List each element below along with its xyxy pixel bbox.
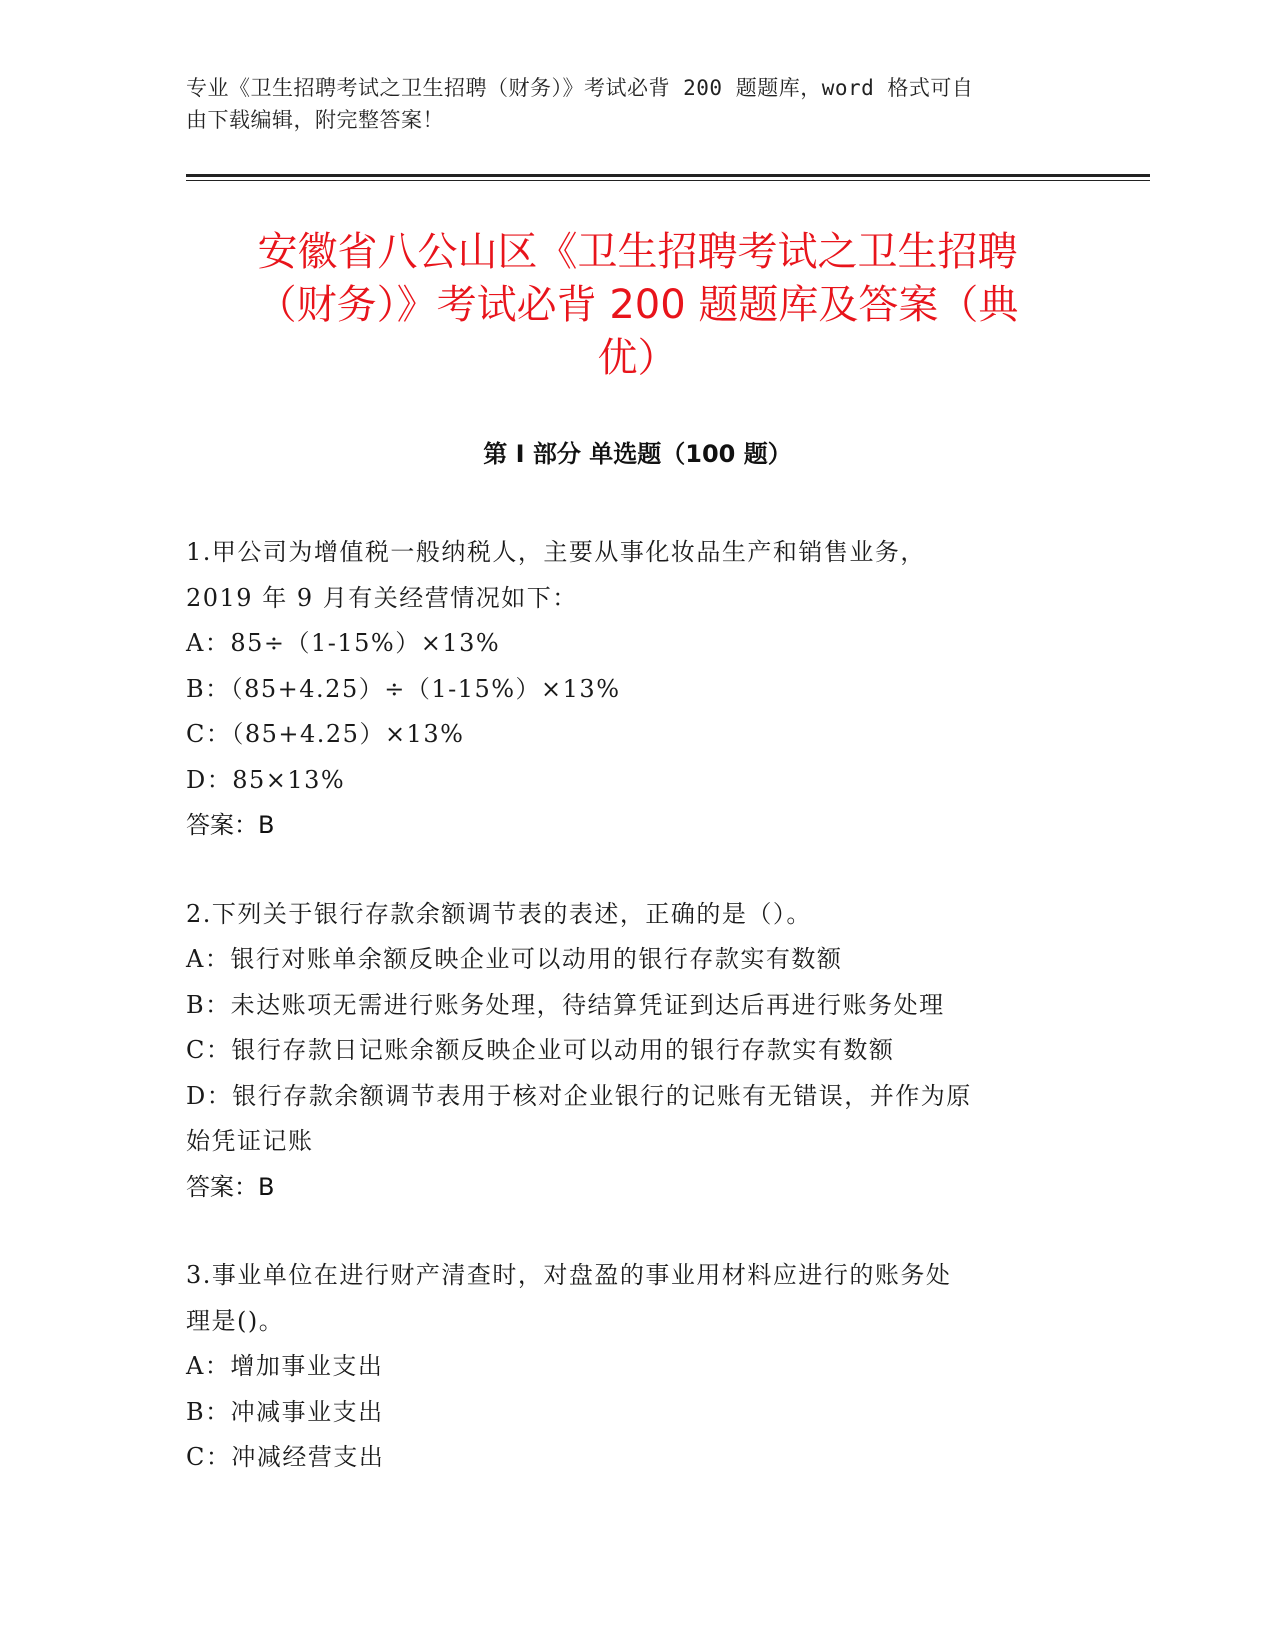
header-note	[186, 72, 1086, 136]
option-c: C：（85+4.25）×13%	[186, 720, 465, 748]
question-1	[186, 530, 1086, 849]
question-stem: 1.甲公司为增值税一般纳税人，主要从事化妆品生产和销售业务，	[186, 538, 926, 566]
question-3	[186, 1253, 1086, 1481]
option-c: C：冲减经营支出	[186, 1443, 385, 1471]
option-a: A：增加事业支出	[186, 1352, 384, 1380]
title-line-3: 优）	[597, 335, 678, 381]
question-stem: 3.事业单位在进行财产清查时，对盘盈的事业用材料应进行的账务处	[186, 1261, 952, 1289]
option-b: B：冲减事业支出	[186, 1397, 384, 1426]
question-list	[186, 530, 1086, 1524]
option-d: D：85×13%	[186, 765, 346, 794]
header-divider-thin	[186, 180, 1150, 181]
title-line-1: 安徽省八公山区《卫生招聘考试之卫生招聘	[257, 229, 1018, 275]
answer: 答案：B	[186, 1172, 275, 1201]
option-a: A：银行对账单余额反映企业可以动用的银行存款实有数额	[186, 945, 843, 973]
option-b: B：（85+4.25）÷（1-15%）×13%	[186, 674, 621, 703]
header-note-line-1: 专业《卫生招聘考试之卫生招聘（财务）》考试必背 200 题题库，word 格式可自	[186, 76, 974, 100]
option-c: C：银行存款日记账余额反映企业可以动用的银行存款实有数额	[186, 1036, 895, 1064]
option-d-continued: 始凭证记账	[186, 1127, 314, 1155]
title-line-2: （财务）》考试必背 200 题题库及答案（典	[256, 282, 1019, 328]
header-divider-thick	[186, 174, 1150, 177]
option-a: A：85÷（1-15%）×13%	[186, 629, 501, 657]
document-title	[170, 226, 1105, 385]
option-b: B：未达账项无需进行账务处理，待结算凭证到达后再进行账务处理	[186, 990, 945, 1019]
question-stem-continued: 2019 年 9 月有关经营情况如下：	[186, 583, 578, 612]
question-2	[186, 892, 1086, 1211]
option-d: D：银行存款余额调节表用于核对企业银行的记账有无错误，并作为原	[186, 1081, 972, 1110]
section-heading: 第 I 部分 单选题（100 题）	[483, 440, 792, 468]
answer: 答案：B	[186, 811, 275, 839]
question-stem-continued: 理是()。	[186, 1306, 285, 1335]
question-stem: 2.下列关于银行存款余额调节表的表述，正确的是（）。	[186, 899, 812, 928]
header-note-line-2: 由下载编辑，附完整答案！	[186, 108, 444, 132]
